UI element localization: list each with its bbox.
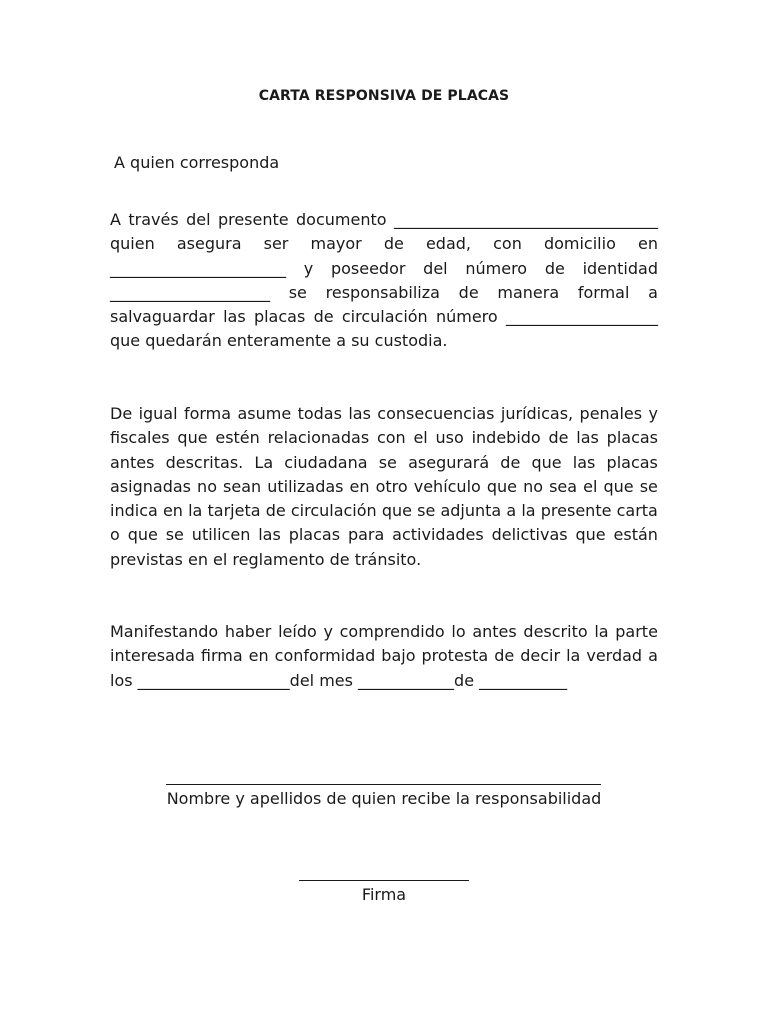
text-line: fiscales que estén relacionadas con el uso indebido de las placas <box>110 428 658 448</box>
text-line: o que se utilicen las placas para actividades delictivas que están <box>110 525 658 545</box>
text-line: Manifestando haber leído y comprendido lo antes descrito la parte <box>110 622 658 641</box>
paragraph-acknowledgement <box>110 620 658 693</box>
text-line: indica en la tarjeta de circulación que se adjunta a la presente carta <box>110 501 658 521</box>
paragraph-consequences <box>110 402 658 572</box>
text-line: los ___________________del mes ____________de ___________ <box>110 670 568 690</box>
text-line: De igual forma asume todas las consecuencias jurídicas, penales y <box>110 404 658 423</box>
name-signature-label: Nombre y apellidos de quien recibe la responsabilidad <box>166 789 602 808</box>
text-line: quien asegura ser mayor de edad, con domicilio en <box>110 234 658 254</box>
text-line: asignadas no sean utilizadas en otro vehículo que no sea el que se <box>110 476 658 496</box>
document-title: CARTA RESPONSIVA DE PLACAS <box>258 88 510 104</box>
name-signature-line <box>166 784 601 785</box>
text-line: A través del presente documento _________________________________ <box>110 210 658 229</box>
text-line: ____________________ se responsabiliza de manera formal a <box>110 282 658 302</box>
greeting: A quien corresponda <box>114 153 280 172</box>
text-line: interesada firma en conformidad bajo protesta de decir la verdad a <box>110 646 658 666</box>
text-line: que quedarán enteramente a su custodia. <box>110 331 448 351</box>
text-line: salvaguardar las placas de circulación número ___________________ <box>110 307 658 327</box>
text-line: previstas en el reglamento de tránsito. <box>110 549 422 569</box>
paragraph-declaration <box>110 208 658 354</box>
signature-line <box>299 880 469 881</box>
text-line: antes descritas. La ciudadana se asegurará de que las placas <box>110 452 658 472</box>
signature-label: Firma <box>361 885 407 904</box>
text-line: ______________________ y poseedor del número de identidad <box>110 258 658 278</box>
